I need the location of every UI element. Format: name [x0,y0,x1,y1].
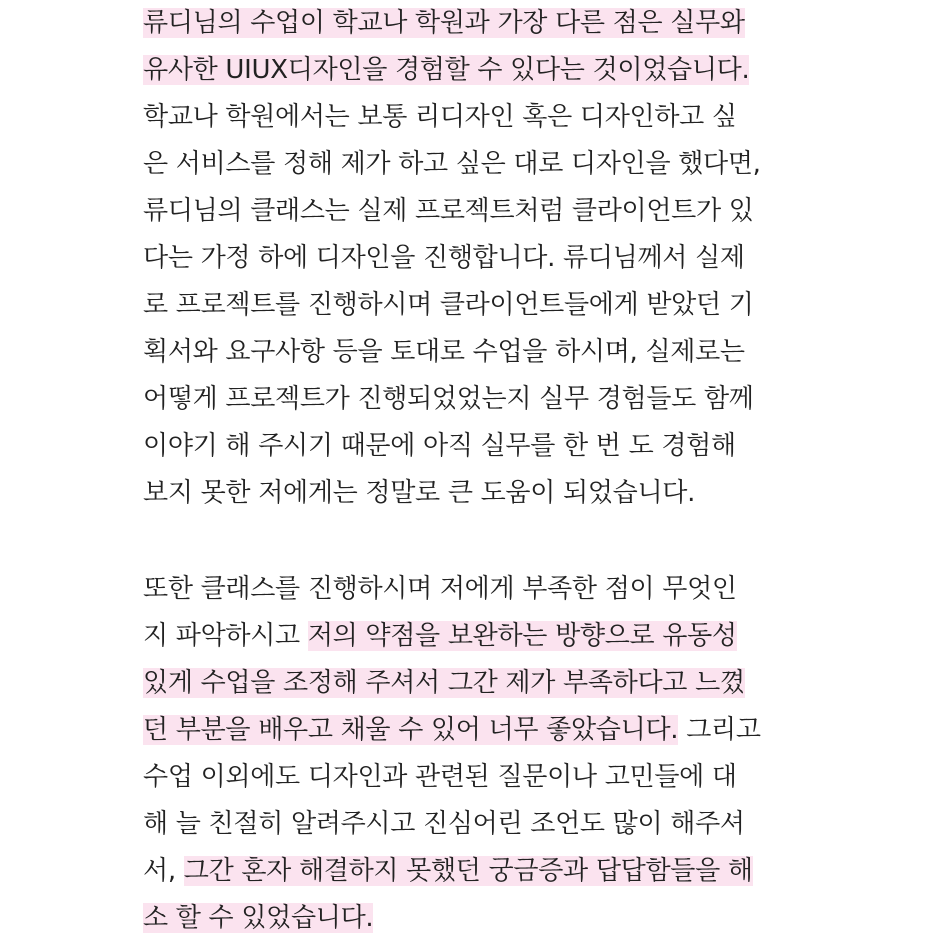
highlighted-text: 던 부분을 배우고 채울 수 있어 너무 좋았습니다. [143,715,679,745]
highlighted-text: 류디님의 수업이 학교나 학원과 가장 다른 점은 실무와 [143,8,745,38]
text-line [143,47,803,94]
body-text: 로 프로젝트를 진행하시며 클라이언트들에게 받았던 기 [143,290,754,320]
text-line [143,141,803,188]
text-line [143,235,803,282]
text-line [143,423,803,470]
body-text: 류디님의 클래스는 실제 프로젝트처럼 클라이언트가 있 [143,196,754,226]
body-text: 학교나 학원에서는 보통 리디자인 혹은 디자인하고 싶 [143,102,737,132]
body-text: 또한 클래스를 진행하시며 저에게 부족한 점이 무엇인 [143,574,737,604]
text-line [143,613,803,660]
text-line [143,848,803,895]
text-line [143,188,803,235]
text-line [143,329,803,376]
text-line [143,801,803,848]
body-text: 수업 이외에도 디자인과 관련된 질문이나 고민들에 대 [143,762,737,792]
highlighted-text: 있게 수업을 조정해 주셔서 그간 제가 부족하다고 느꼈 [143,668,745,698]
body-text: 획서와 요구사항 등을 토대로 수업을 하시며, 실제로는 [143,337,745,367]
text-line [143,754,803,801]
text-line [143,470,803,517]
highlighted-text: 그간 혼자 해결하지 못했던 궁금증과 답답함들을 해 [183,856,753,886]
text-line [143,566,803,613]
text-line [143,707,803,754]
body-text: 지 파악하시고 [143,621,308,651]
highlighted-text: 소 할 수 있었습니다. [143,903,374,933]
body-text: 은 서비스를 정해 제가 하고 싶은 대로 디자인을 했다면, [143,149,761,179]
body-text: 해 늘 친절히 알려주시고 진심어린 조언도 많이 해주셔 [143,809,745,839]
paragraph-2 [143,566,803,942]
text-line [143,282,803,329]
body-text: 보지 못한 저에게는 정말로 큰 도움이 되었습니다. [143,478,696,508]
body-text: 어떻게 프로젝트가 진행되었었는지 실무 경험들도 함께 [143,384,754,414]
paragraph-spacer [143,517,803,566]
highlighted-text: 저의 약점을 보완하는 방향으로 유동성 [307,621,737,651]
highlighted-text: 유사한 UIUX디자인을 경험할 수 있다는 것이었습니다. [143,55,750,85]
text-line [143,0,803,47]
body-text: 이야기 해 주시기 때문에 아직 실무를 한 번 도 경험해 [143,431,736,461]
text-line [143,660,803,707]
text-line [143,94,803,141]
paragraph-1 [143,0,803,517]
body-text: 다는 가정 하에 디자인을 진행합니다. 류디님께서 실제 [143,243,745,273]
body-text: 서, [143,856,184,886]
body-text: 그리고 [678,715,761,745]
text-line [143,376,803,423]
text-line [143,895,803,942]
review-article [143,0,803,942]
